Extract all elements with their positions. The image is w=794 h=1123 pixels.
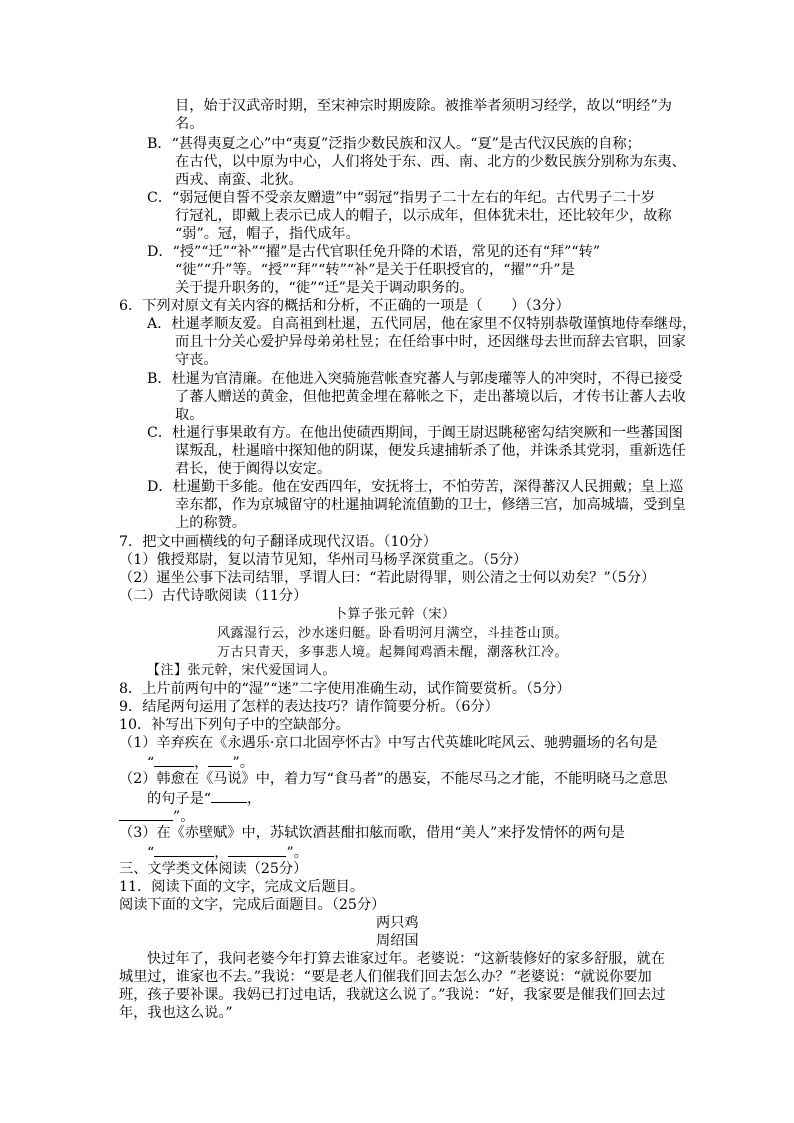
question-9: 9．结尾两句运用了怎样的表达技巧？请作简要分析。（6分） <box>119 699 499 715</box>
option-c-line: “弱”。冠，帽子，指代成年。 <box>175 226 360 242</box>
story-paragraph-line: 班，孩子要补课。我妈已打过电话，我就这么说了。”我说：“好，我家要是催我们回去过 <box>119 987 666 1003</box>
story-author: 周绍国 <box>376 933 419 949</box>
question-10-item-2: （2）韩愈在《马说》中，着力写“食马者”的愚妄，不能尽马之才能，不能明晓马之意思 <box>119 771 668 787</box>
option-d-line: D．“授”“迁”“补”“擢”是古代官职任免升降的术语，常见的还有“拜”“转” <box>147 244 601 260</box>
option-c-line: C．“弱冠便自誓不受亲友赠遗”中“弱冠”指男子二十左右的年纪。古代男子二十岁 <box>147 190 656 206</box>
question-8: 8．上片前两句中的“湿”“迷”二字使用准确生动，试作简要赏析。（5分） <box>119 681 571 697</box>
q6-option-a-line: 而且十分关心爱护异母弟弟杜昱；在任给事中时，还因继母去世而辞去官职，回家 <box>175 334 686 350</box>
poem-line: 万古只青天，多事悲人境。起舞闻鸡酒未醒，潮落秋江冷。 <box>217 645 569 660</box>
question-7-stem: 7．把文中画横线的句子翻译成现代汉语。（10分） <box>119 534 437 550</box>
story-paragraph-line: 年，我也这么说。” <box>119 1005 233 1021</box>
option-d-line: 关于提升职务的，“徙”“迁”是关于调动职务的。 <box>175 280 474 296</box>
answer-blank[interactable] <box>228 842 286 857</box>
answer-blank[interactable] <box>208 752 232 767</box>
comma: ， <box>214 845 229 861</box>
close-quote: ”。 <box>232 755 254 771</box>
option-a-line: 名。 <box>175 116 204 132</box>
poem-note: 【注】张元幹，宋代爱国词人。 <box>147 663 337 678</box>
answer-prefix: 的句子是“ <box>147 791 212 807</box>
question-10-item-1-answer <box>147 752 254 772</box>
open-quote: “ <box>147 755 155 771</box>
option-a-line: 目，始于汉武帝时期，至宋神宗时期废除。被推举者须明习经学，故以“明经”为 <box>175 98 672 114</box>
close-quote: ”。 <box>173 809 195 825</box>
question-10-item-2-answer-end <box>119 806 194 826</box>
answer-blank[interactable] <box>119 806 173 821</box>
question-7-sentence-2: （2）暹坐公事下法司结罪，孚谓人曰：“若此尉得罪，则公清之士何以劝矣？”（5分） <box>119 570 656 586</box>
answer-blank[interactable] <box>211 788 247 803</box>
close-quote: ”。 <box>286 845 308 861</box>
section-heading: （二）古代诗歌阅读（11分） <box>119 588 308 604</box>
q6-option-a-line: 守丧。 <box>175 352 218 368</box>
story-title: 两只鸡 <box>376 915 419 931</box>
answer-blank[interactable] <box>154 842 214 857</box>
question-7-sentence-1: （1）俄授郑尉，复以清节见知，华州司马杨孚深赏重之。（5分） <box>119 552 528 568</box>
option-b-line: 在古代，以中原为中心，人们将处于东、西、南、北方的少数民族分别称为东夷、 <box>175 154 686 170</box>
q6-option-b-line: B．杜暹为官清廉。在他进入突骑施营帐查究蕃人与郭虔瓘等人的冲突时，不得已接受 <box>147 371 683 387</box>
poem-line: 风露湿行云，沙水迷归艇。卧看明河月满空，斗挂苍山顶。 <box>217 626 569 641</box>
comma: ， <box>247 791 262 807</box>
option-b-line: 西戎、南蛮、北狄。 <box>175 172 303 188</box>
section-heading: 三、文学类文体阅读（25分） <box>119 861 308 877</box>
question-11-stem: 11．阅读下面的文字，完成文后题目。 <box>119 879 365 895</box>
q6-option-d-line: D．杜暹勤干多能。他在安西四年，安抚将士，不怕劳苦，深得蕃汉人民拥戴；皇上巡 <box>147 479 684 495</box>
q6-option-d-line: 上的称赞。 <box>175 515 246 531</box>
story-paragraph-line: 快过年了，我问老婆今年打算去谁家过年。老婆说：“这新装修好的家多舒服，就在 <box>147 951 666 967</box>
option-d-line: “徙”“升”等。“授”“拜”“转”“补”是关于任职授官的，“擢”“升”是 <box>175 262 575 278</box>
q6-option-b-line: 了蕃人赠送的黄金，但他把黄金埋在幕帐之下，走出蕃境以后，才传书让蕃人去收 <box>175 389 686 405</box>
story-paragraph-line: 城里过，谁家也不去。”我说：“要是老人们催我们回去怎么办？”老婆说：“就说你要加 <box>119 969 652 985</box>
q6-option-c-line: 君长，使于阗得以安定。 <box>175 461 332 477</box>
answer-blank[interactable] <box>154 752 194 767</box>
option-c-line: 行冠礼，即戴上表示已成人的帽子，以示成年，但体犹未壮，还比较年少，故称 <box>175 208 672 224</box>
question-10-item-3-answer <box>147 842 308 862</box>
question-10-item-1: （1）辛弃疾在《永遇乐·京口北固亭怀古》中写古代英雄叱咤风云、驰骋疆场的名句是 <box>119 735 658 751</box>
question-6-stem: 6．下列对原文有关内容的概括和分析，不正确的一项是（ ）（3分） <box>119 298 570 314</box>
question-11-instruction: 阅读下面的文字，完成后面题目。（25分） <box>119 897 386 913</box>
question-10-item-2-answer <box>147 788 261 808</box>
q6-option-a-line: A．杜暹孝顺友爱。自高祖到杜暹，五代同居，他在家里不仅特别恭敬谨慎地侍奉继母， <box>147 316 697 332</box>
question-10-stem: 10．补写出下列句子中的空缺部分。 <box>119 717 350 733</box>
comma: ， <box>194 755 209 771</box>
option-b-line: B．“甚得夷夏之心”中“夷夏”泛指少数民族和汉人。“夏”是古代汉民族的自称； <box>147 136 641 152</box>
q6-option-b-line: 取。 <box>175 407 204 423</box>
open-quote: “ <box>147 845 155 861</box>
poem-title: 卜算子张元幹（宋） <box>334 607 456 622</box>
q6-option-c-line: C．杜暹行事果敢有方。在他出使碛西期间，于阗王尉迟眺秘密勾结突厥和一些蕃国图 <box>147 425 683 441</box>
question-10-item-3: （3）在《赤壁赋》中，苏轼饮酒甚酣扣舷而歌，借用“美人”来抒发情怀的两句是 <box>119 825 625 841</box>
q6-option-c-line: 谋叛乱，杜暹暗中探知他的阴谋，便发兵逮捕斩杀了他，并诛杀其党羽，重新选任 <box>175 443 686 459</box>
q6-option-d-line: 幸东都，作为京城留守的杜暹抽调轮流值勤的卫士，修缮三宫，加高城墙，受到皇 <box>175 497 686 513</box>
